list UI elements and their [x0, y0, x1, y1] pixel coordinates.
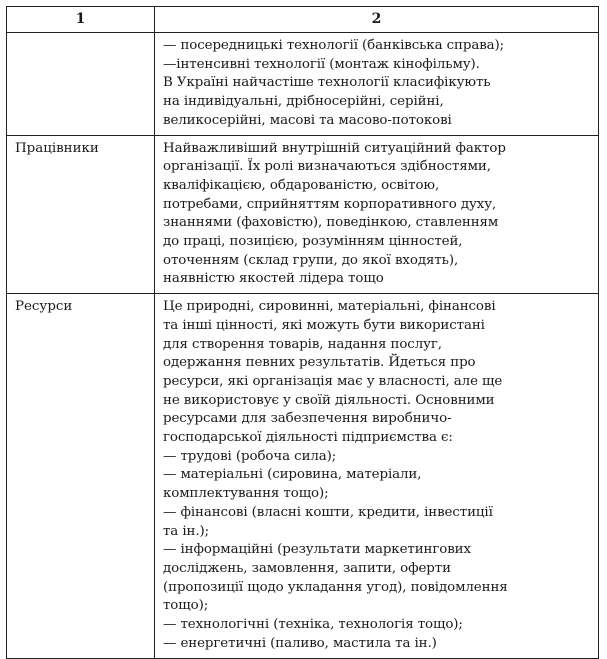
row-label: Ресурси — [7, 294, 155, 657]
text-line: ресурсами для забезпечення виробничо- — [163, 411, 452, 427]
text-line: тощо); — [163, 598, 209, 614]
text-line: кваліфікацією, обдарованістю, освітою, — [163, 177, 440, 193]
row-label — [7, 33, 155, 135]
text-line: одержання певних результатів. Йдеться про — [163, 355, 476, 371]
table-row — [7, 293, 598, 657]
text-line: організації. Їх ролі визначаються здібностями, — [163, 159, 491, 175]
text-line: — матеріальні (сировина, матеріали, — [163, 467, 422, 483]
column-header-1: 1 — [7, 7, 155, 32]
text-line: В Україні найчастіше технології класифікують — [163, 75, 491, 91]
text-line: та інші цінності, які можуть бути використані — [163, 317, 485, 333]
document-table — [6, 6, 599, 659]
text-line: та ін.); — [163, 523, 210, 539]
text-line: наявністю якостей лідера тощо — [163, 271, 384, 287]
text-line: на індивідуальні, дрібносерійні, серійні, — [163, 94, 444, 110]
text-line: Це природні, сировинні, матеріальні, фінансові — [163, 299, 496, 315]
row-label: Працівники — [7, 136, 155, 294]
text-line: господарської діяльності підприємства є: — [163, 430, 453, 446]
text-line: — фінансові (власні кошти, кредити, інвестиції — [163, 504, 493, 520]
text-line: оточенням (склад групи, до якої входять), — [163, 252, 459, 268]
row-description — [155, 33, 598, 135]
text-line: знаннями (фаховістю), поведінкою, ставленням — [163, 215, 499, 231]
row-description — [155, 136, 598, 294]
table-row — [7, 135, 598, 294]
text-line: — технологічні (техніка, технологія тощо); — [163, 617, 463, 633]
text-line: — посередницькі технології (банківська справа); — [163, 38, 505, 53]
column-header-2: 2 — [371, 11, 382, 27]
text-line: для створення товарів, надання послуг, — [163, 336, 442, 352]
text-line: — трудові (робоча сила); — [163, 448, 337, 464]
text-line: потребами, сприйняттям корпоративного духу, — [163, 196, 497, 212]
row-description — [155, 294, 598, 657]
text-line: досліджень, замовлення, запити, оферти — [163, 560, 451, 576]
text-line: до праці, позицією, розумінням цінностей, — [163, 234, 463, 250]
text-line: (пропозиції щодо укладання угод), повідомлення — [163, 579, 508, 595]
table-row — [7, 32, 598, 135]
text-line: комплектування тощо); — [163, 486, 329, 502]
text-line: — інформаційні (результати маркетингових — [163, 542, 471, 558]
text-line: — енергетичні (паливо, мастила та ін.) — [163, 635, 437, 651]
text-line: —інтенсивні технології (монтаж кінофільму). — [163, 56, 480, 72]
table-header-row — [7, 7, 598, 32]
text-line: ресурси, які організація має у власності, але ще — [163, 373, 503, 389]
text-line: не використовує у своїй діяльності. Основними — [163, 392, 495, 408]
text-line: Найважливіший внутрішній ситуаційний фактор — [163, 140, 506, 156]
text-line: великосерійні, масові та масово-потокові — [163, 112, 452, 128]
